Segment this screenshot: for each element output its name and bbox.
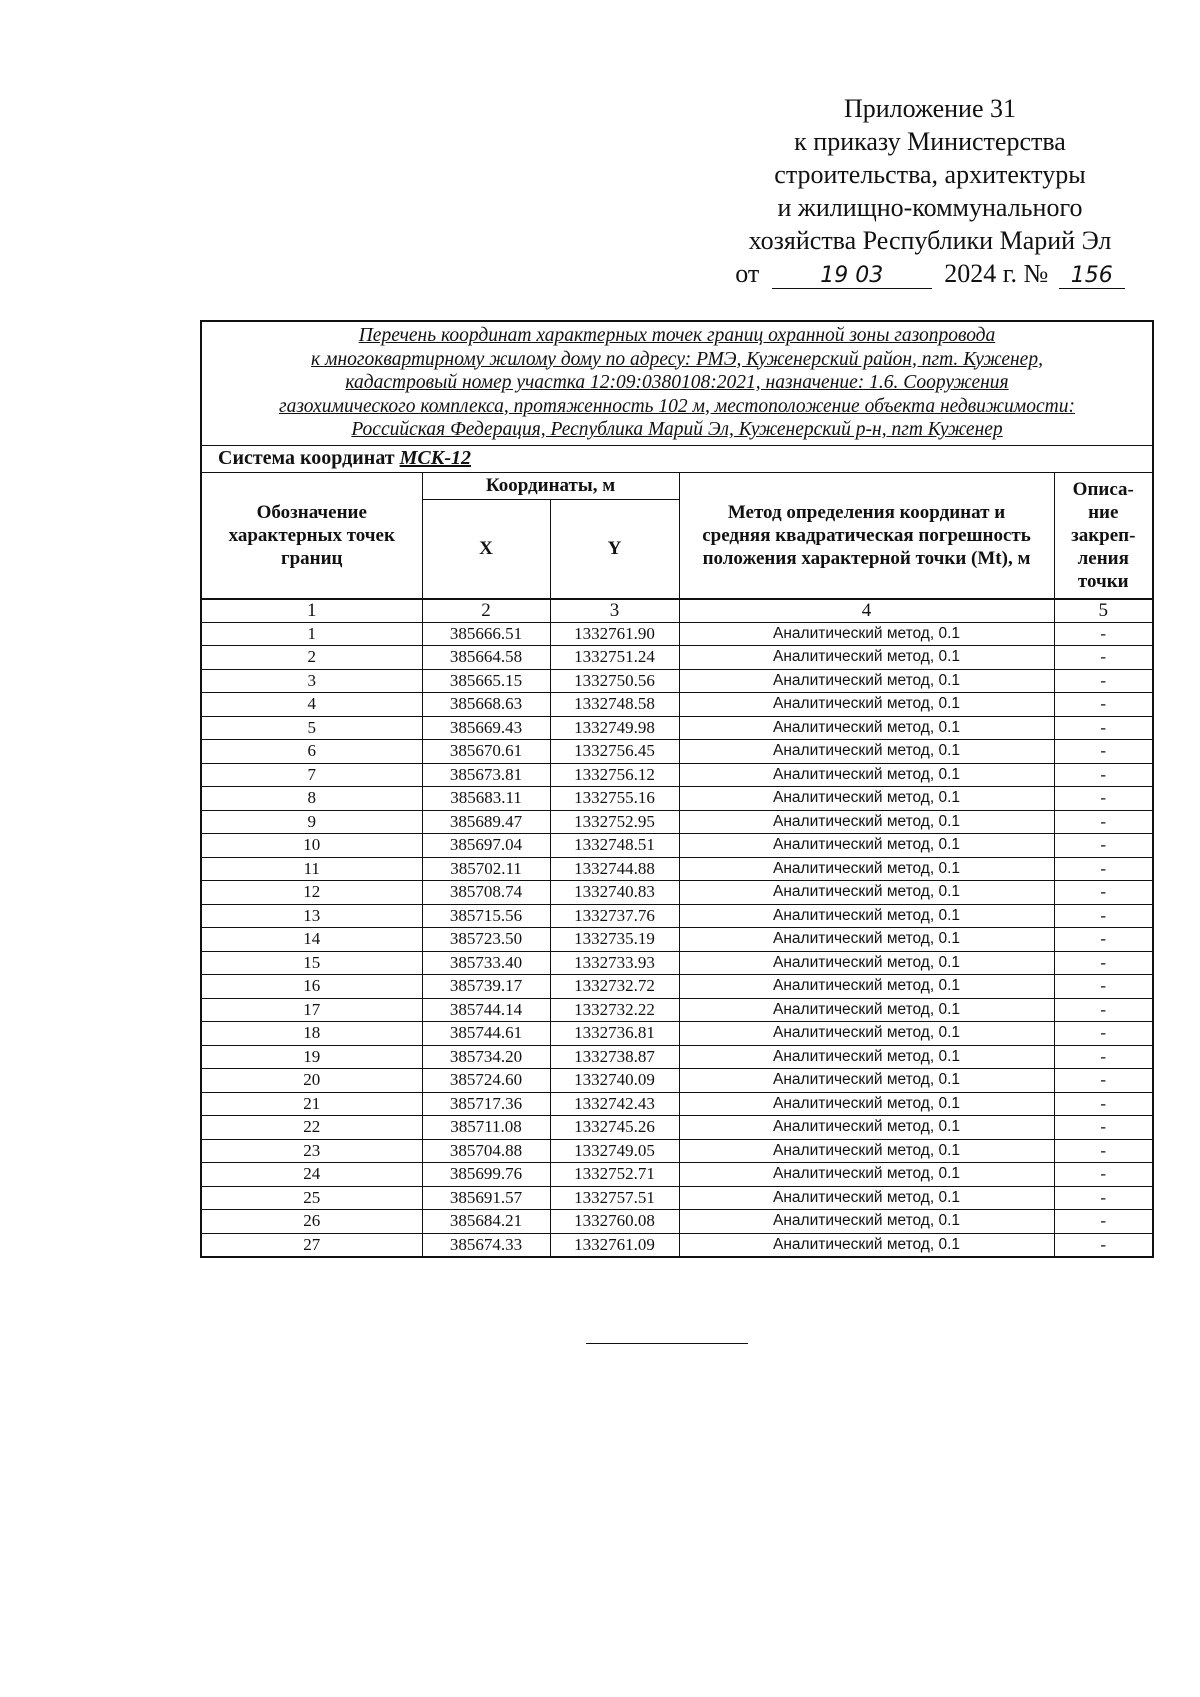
method: Аналитический метод, 0.1: [679, 1116, 1054, 1140]
point-description: -: [1054, 787, 1153, 811]
method: Аналитический метод, 0.1: [679, 669, 1054, 693]
method: Аналитический метод, 0.1: [679, 881, 1054, 905]
point-description: -: [1054, 1116, 1153, 1140]
point-number: 15: [201, 951, 422, 975]
table-row: [201, 1045, 1153, 1069]
point-description: -: [1054, 810, 1153, 834]
method: Аналитический метод, 0.1: [679, 1069, 1054, 1093]
column-number: 3: [550, 599, 679, 623]
table-row: [201, 669, 1153, 693]
header-line: Приложение 31: [843, 94, 1017, 123]
method: Аналитический метод, 0.1: [679, 693, 1054, 717]
point-number: 23: [201, 1139, 422, 1163]
coord-y: 1332756.45: [550, 740, 679, 764]
table-caption: [201, 321, 1153, 445]
method: Аналитический метод, 0.1: [679, 975, 1054, 999]
point-number: 18: [201, 1022, 422, 1046]
coordinate-system-code: МСК-12: [399, 447, 471, 469]
coord-y: 1332761.09: [550, 1233, 679, 1257]
point-description: -: [1054, 857, 1153, 881]
coord-y: 1332744.88: [550, 857, 679, 881]
table-row: [201, 834, 1153, 858]
method: Аналитический метод, 0.1: [679, 951, 1054, 975]
method: Аналитический метод, 0.1: [679, 740, 1054, 764]
method: Аналитический метод, 0.1: [679, 1022, 1054, 1046]
table-row: [201, 998, 1153, 1022]
table-row: [201, 810, 1153, 834]
method: Аналитический метод, 0.1: [679, 928, 1054, 952]
caption-line: к многоквартирному жилому дому по адресу: РМЭ, Куженерский район, пгт. Куженер,: [311, 348, 1043, 370]
point-description: -: [1054, 646, 1153, 670]
method: Аналитический метод, 0.1: [679, 857, 1054, 881]
method: Аналитический метод, 0.1: [679, 646, 1054, 670]
coord-x: 385734.20: [422, 1045, 550, 1069]
caption-line: Перечень координат характерных точек границ охранной зоны газопровода: [358, 325, 996, 346]
coordinate-system-label: Система координат: [218, 447, 395, 469]
coord-x: 385665.15: [422, 669, 550, 693]
coord-x: 385717.36: [422, 1092, 550, 1116]
method: Аналитический метод, 0.1: [679, 1186, 1054, 1210]
point-description: -: [1054, 716, 1153, 740]
table-row: [201, 693, 1153, 717]
coord-y: 1332749.05: [550, 1139, 679, 1163]
point-description: -: [1054, 834, 1153, 858]
header-line: и жилищно-коммунального: [777, 193, 1083, 222]
method: Аналитический метод, 0.1: [679, 810, 1054, 834]
coord-y: 1332738.87: [550, 1045, 679, 1069]
header-line: хозяйства Республики Марий Эл: [748, 226, 1112, 255]
point-number: 13: [201, 904, 422, 928]
point-number: 27: [201, 1233, 422, 1257]
table-row: [201, 1092, 1153, 1116]
header-coords: Координаты, м: [422, 472, 679, 499]
coord-x: 385669.43: [422, 716, 550, 740]
end-divider: [586, 1343, 748, 1344]
method: Аналитический метод, 0.1: [679, 834, 1054, 858]
coord-y: 1332760.08: [550, 1210, 679, 1234]
header-line: к приказу Министерства: [794, 127, 1066, 156]
coord-x: 385715.56: [422, 904, 550, 928]
table-row: [201, 975, 1153, 999]
point-description: -: [1054, 669, 1153, 693]
coord-y: 1332756.12: [550, 763, 679, 787]
point-number: 14: [201, 928, 422, 952]
point-number: 7: [201, 763, 422, 787]
coord-y: 1332732.22: [550, 998, 679, 1022]
method: Аналитический метод, 0.1: [679, 1139, 1054, 1163]
coord-y: 1332742.43: [550, 1092, 679, 1116]
coord-x: 385708.74: [422, 881, 550, 905]
coord-y: 1332755.16: [550, 787, 679, 811]
coord-x: 385699.76: [422, 1163, 550, 1187]
table-row: [201, 1233, 1153, 1257]
coord-y: 1332761.90: [550, 622, 679, 646]
point-number: 12: [201, 881, 422, 905]
coord-x: 385670.61: [422, 740, 550, 764]
coord-x: 385668.63: [422, 693, 550, 717]
coord-x: 385702.11: [422, 857, 550, 881]
caption-line: газохимического комплекса, протяженность 102 м, местоположение объекта недвижимости:: [279, 395, 1075, 417]
handwritten-order-number: 156: [1059, 264, 1125, 289]
point-description: -: [1054, 998, 1153, 1022]
point-description: -: [1054, 951, 1153, 975]
coord-x: 385739.17: [422, 975, 550, 999]
point-description: -: [1054, 928, 1153, 952]
point-description: -: [1054, 1233, 1153, 1257]
point-description: -: [1054, 904, 1153, 928]
method: Аналитический метод, 0.1: [679, 1210, 1054, 1234]
point-number: 10: [201, 834, 422, 858]
caption-line: Российская Федерация, Республика Марий Эл, Куженерский р-н, пгт Куженер: [351, 419, 1003, 440]
point-number: 2: [201, 646, 422, 670]
table-row: [201, 740, 1153, 764]
point-number: 8: [201, 787, 422, 811]
point-description: -: [1054, 693, 1153, 717]
coord-x: 385674.33: [422, 1233, 550, 1257]
point-description: -: [1054, 763, 1153, 787]
coord-y: 1332750.56: [550, 669, 679, 693]
coord-x: 385744.61: [422, 1022, 550, 1046]
coord-y: 1332749.98: [550, 716, 679, 740]
coord-y: 1332752.71: [550, 1163, 679, 1187]
handwritten-date: 19 03: [772, 264, 932, 289]
table-row: [201, 1163, 1153, 1187]
column-number: 2: [422, 599, 550, 623]
date-prefix: от: [735, 259, 760, 288]
column-number: 4: [679, 599, 1054, 623]
coord-y: 1332733.93: [550, 951, 679, 975]
coord-y: 1332737.76: [550, 904, 679, 928]
method: Аналитический метод, 0.1: [679, 763, 1054, 787]
coord-x: 385711.08: [422, 1116, 550, 1140]
coord-y: 1332740.83: [550, 881, 679, 905]
coord-x: 385744.14: [422, 998, 550, 1022]
coord-y: 1332748.51: [550, 834, 679, 858]
method: Аналитический метод, 0.1: [679, 998, 1054, 1022]
coord-x: 385723.50: [422, 928, 550, 952]
point-number: 4: [201, 693, 422, 717]
table-row: [201, 622, 1153, 646]
coord-y: 1332736.81: [550, 1022, 679, 1046]
coord-y: 1332752.95: [550, 810, 679, 834]
point-number: 9: [201, 810, 422, 834]
point-number: 25: [201, 1186, 422, 1210]
column-number-row: [201, 599, 1153, 623]
point-description: -: [1054, 1139, 1153, 1163]
table-body: [201, 622, 1153, 1257]
table-row: [201, 1116, 1153, 1140]
coordinate-system-row: [201, 445, 1153, 472]
coord-x: 385683.11: [422, 787, 550, 811]
point-number: 16: [201, 975, 422, 999]
table-row: [201, 857, 1153, 881]
coord-x: 385684.21: [422, 1210, 550, 1234]
table-row: [201, 1022, 1153, 1046]
coord-y: 1332735.19: [550, 928, 679, 952]
table-row: [201, 951, 1153, 975]
point-description: -: [1054, 975, 1153, 999]
coord-y: 1332751.24: [550, 646, 679, 670]
point-number: 1: [201, 622, 422, 646]
coord-x: 385733.40: [422, 951, 550, 975]
point-description: -: [1054, 1210, 1153, 1234]
method: Аналитический метод, 0.1: [679, 1163, 1054, 1187]
coord-x: 385666.51: [422, 622, 550, 646]
point-number: 17: [201, 998, 422, 1022]
header-x: X: [422, 499, 550, 599]
coord-x: 385704.88: [422, 1139, 550, 1163]
coord-x: 385691.57: [422, 1186, 550, 1210]
point-number: 24: [201, 1163, 422, 1187]
point-number: 22: [201, 1116, 422, 1140]
coord-y: 1332745.26: [550, 1116, 679, 1140]
coord-y: 1332732.72: [550, 975, 679, 999]
table-row: [201, 716, 1153, 740]
coord-y: 1332757.51: [550, 1186, 679, 1210]
method: Аналитический метод, 0.1: [679, 716, 1054, 740]
coord-x: 385689.47: [422, 810, 550, 834]
table-row: [201, 763, 1153, 787]
header-point: Обозначение характерных точек границ: [201, 472, 422, 599]
point-number: 19: [201, 1045, 422, 1069]
point-description: -: [1054, 881, 1153, 905]
year-text: 2024 г. №: [944, 259, 1049, 288]
table-row: [201, 1139, 1153, 1163]
appendix-header: [690, 92, 1170, 290]
coord-x: 385664.58: [422, 646, 550, 670]
method: Аналитический метод, 0.1: [679, 1092, 1054, 1116]
header-description: Описа- ние закреп- ления точки: [1054, 472, 1153, 599]
caption-line: кадастровый номер участка 12:09:0380108:2021, назначение: 1.6. Сооружения: [345, 372, 1009, 393]
point-description: -: [1054, 1163, 1153, 1187]
table-row: [201, 904, 1153, 928]
coord-x: 385673.81: [422, 763, 550, 787]
point-description: -: [1054, 1069, 1153, 1093]
header-method: Метод определения координат и средняя квадратическая погрешность положения характерной точки (Mt), м: [679, 472, 1054, 599]
column-number: 5: [1054, 599, 1153, 623]
point-description: -: [1054, 1045, 1153, 1069]
point-number: 6: [201, 740, 422, 764]
point-number: 5: [201, 716, 422, 740]
point-description: -: [1054, 622, 1153, 646]
method: Аналитический метод, 0.1: [679, 1233, 1054, 1257]
coord-x: 385697.04: [422, 834, 550, 858]
point-number: 20: [201, 1069, 422, 1093]
table-row: [201, 881, 1153, 905]
point-number: 3: [201, 669, 422, 693]
point-number: 21: [201, 1092, 422, 1116]
point-description: -: [1054, 1092, 1153, 1116]
method: Аналитический метод, 0.1: [679, 904, 1054, 928]
table-row: [201, 787, 1153, 811]
method: Аналитический метод, 0.1: [679, 787, 1054, 811]
method: Аналитический метод, 0.1: [679, 622, 1054, 646]
order-date-line: [690, 257, 1170, 290]
point-number: 11: [201, 857, 422, 881]
table-row: [201, 1210, 1153, 1234]
header-line: строительства, архитектуры: [774, 160, 1086, 189]
table-row: [201, 1186, 1153, 1210]
table-row: [201, 646, 1153, 670]
coord-y: 1332748.58: [550, 693, 679, 717]
coord-y: 1332740.09: [550, 1069, 679, 1093]
coord-x: 385724.60: [422, 1069, 550, 1093]
table-row: [201, 1069, 1153, 1093]
point-description: -: [1054, 1022, 1153, 1046]
coordinates-table: [200, 320, 1154, 1258]
point-number: 26: [201, 1210, 422, 1234]
column-number: 1: [201, 599, 422, 623]
header-y: Y: [550, 499, 679, 599]
point-description: -: [1054, 1186, 1153, 1210]
point-description: -: [1054, 740, 1153, 764]
method: Аналитический метод, 0.1: [679, 1045, 1054, 1069]
table-row: [201, 928, 1153, 952]
